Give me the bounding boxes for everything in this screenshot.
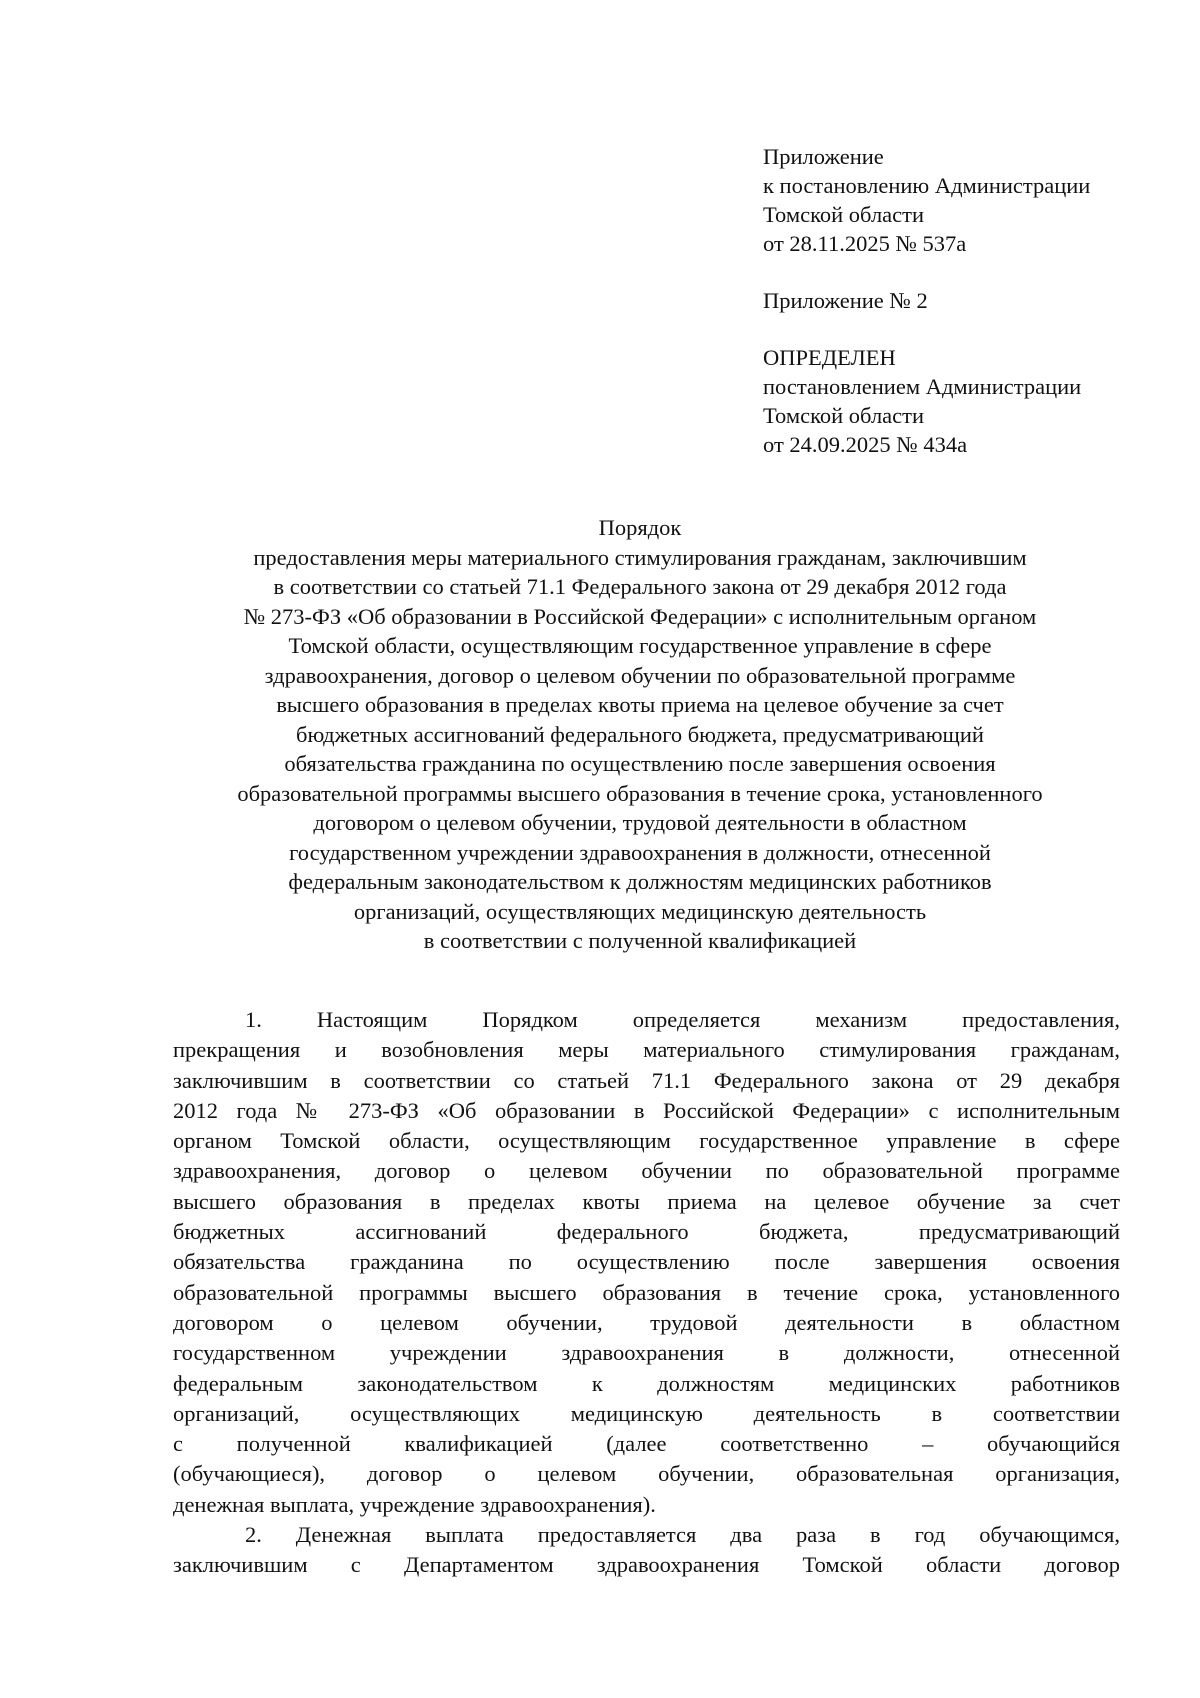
paragraph-2 — [173, 1520, 1120, 1581]
paragraph-line: высшего образования в пределах квоты приема на целевое обучение за счет — [173, 1188, 1120, 1214]
title-line: в соответствии со статьей 71.1 Федерального закона от 29 декабря 2012 года — [273, 574, 1007, 599]
paragraph-line: государственном учреждении здравоохранения в должности, отнесенной — [173, 1340, 1120, 1366]
determined-line: постановлением Администрации — [763, 374, 1082, 399]
paragraph-line: (обучающиеся), договор о целевом обучении, образовательная организация, — [173, 1461, 1120, 1487]
paragraph-line: денежная выплата, учреждение здравоохранения). — [173, 1491, 656, 1517]
paragraph-line: заключившим в соответствии со статьей 71.1 Федерального закона от 29 декабря — [173, 1067, 1120, 1093]
document-body — [173, 1005, 1120, 1581]
paragraph-line: прекращения и возобновления меры материального стимулирования гражданам, — [173, 1037, 1120, 1063]
title-line: федеральным законодательством к должностям медицинских работников — [288, 869, 992, 894]
document-title — [160, 513, 1120, 956]
paragraph-1 — [173, 1005, 1120, 1520]
title-line: здравоохранения, договор о целевом обучении по образовательной программе — [264, 662, 1016, 688]
title-line: обязательства гражданина по осуществлению после завершения освоения — [284, 751, 996, 776]
paragraph-line: организаций, осуществляющих медицинскую деятельность в соответствии — [173, 1400, 1120, 1426]
determined-line: Томской области — [763, 403, 925, 428]
paragraph-line: здравоохранения, договор о целевом обучении по образовательной программе — [173, 1158, 1120, 1184]
paragraph-line: образовательной программы высшего образования в течение срока, установленного — [173, 1279, 1120, 1305]
paragraph-line: 2012 года № 273-ФЗ «Об образовании в Российской Федерации» с исполнительным — [173, 1097, 1120, 1123]
paragraph-line: заключившим с Департаментом здравоохранения Томской области договор — [173, 1552, 1120, 1578]
paragraph-line: с полученной квалификацией (далее соответственно – обучающийся — [173, 1431, 1120, 1457]
appendix-reference — [763, 142, 1163, 258]
title-line: в соответствии с полученной квалификацией — [423, 928, 857, 953]
determined-line: ОПРЕДЕЛЕН — [763, 345, 896, 370]
determined-reference — [763, 343, 1163, 459]
paragraph-line: органом Томской области, осуществляющим государственное управление в сфере — [173, 1128, 1120, 1154]
appendix-line: от 28.11.2025 № 537а — [763, 231, 967, 256]
paragraph-line: 1. Настоящим Порядком определяется механизм предоставления, — [245, 1007, 1120, 1032]
paragraph-line: 2. Денежная выплата предоставляется два раза в год обучающимся, — [245, 1522, 1120, 1548]
appendix-line: Томской области — [763, 202, 925, 227]
appendix-line: Приложение — [763, 144, 884, 169]
title-line: Томской области, осуществляющим государственное управление в сфере — [288, 633, 992, 658]
paragraph-line: договором о целевом обучении, трудовой деятельности в областном — [173, 1309, 1120, 1335]
paragraph-line: федеральным законодательством к должностям медицинских работников — [173, 1370, 1120, 1396]
title-line: государственном учреждении здравоохранения в должности, отнесенной — [289, 839, 991, 865]
determined-line: от 24.09.2025 № 434а — [763, 432, 968, 457]
title-line: образовательной программы высшего образования в течение срока, установленного — [237, 780, 1043, 806]
title-line: высшего образования в пределах квоты приема на целевое обучение за счет — [276, 692, 1004, 717]
appendix-number: Приложение № 2 — [763, 288, 928, 313]
title-heading: Порядок — [598, 515, 682, 540]
paragraph-line: обязательства гражданина по осуществлению после завершения освоения — [173, 1249, 1120, 1275]
title-line: № 273-ФЗ «Об образовании в Российской Федерации» с исполнительным органом — [243, 603, 1037, 629]
title-line: договором о целевом обучении, трудовой деятельности в областном — [313, 810, 967, 835]
paragraph-line: бюджетных ассигнований федерального бюджета, предусматривающий — [173, 1219, 1120, 1245]
title-line: организаций, осуществляющих медицинскую деятельность — [353, 898, 927, 924]
approval-stamp — [763, 142, 1163, 487]
title-line: предоставления меры материального стимулирования гражданам, заключившим — [253, 544, 1027, 570]
appendix-number-block — [763, 286, 1163, 315]
title-line: бюджетных ассигнований федерального бюджета, предусматривающий — [296, 721, 984, 747]
appendix-line: к постановлению Администрации — [763, 173, 1091, 198]
